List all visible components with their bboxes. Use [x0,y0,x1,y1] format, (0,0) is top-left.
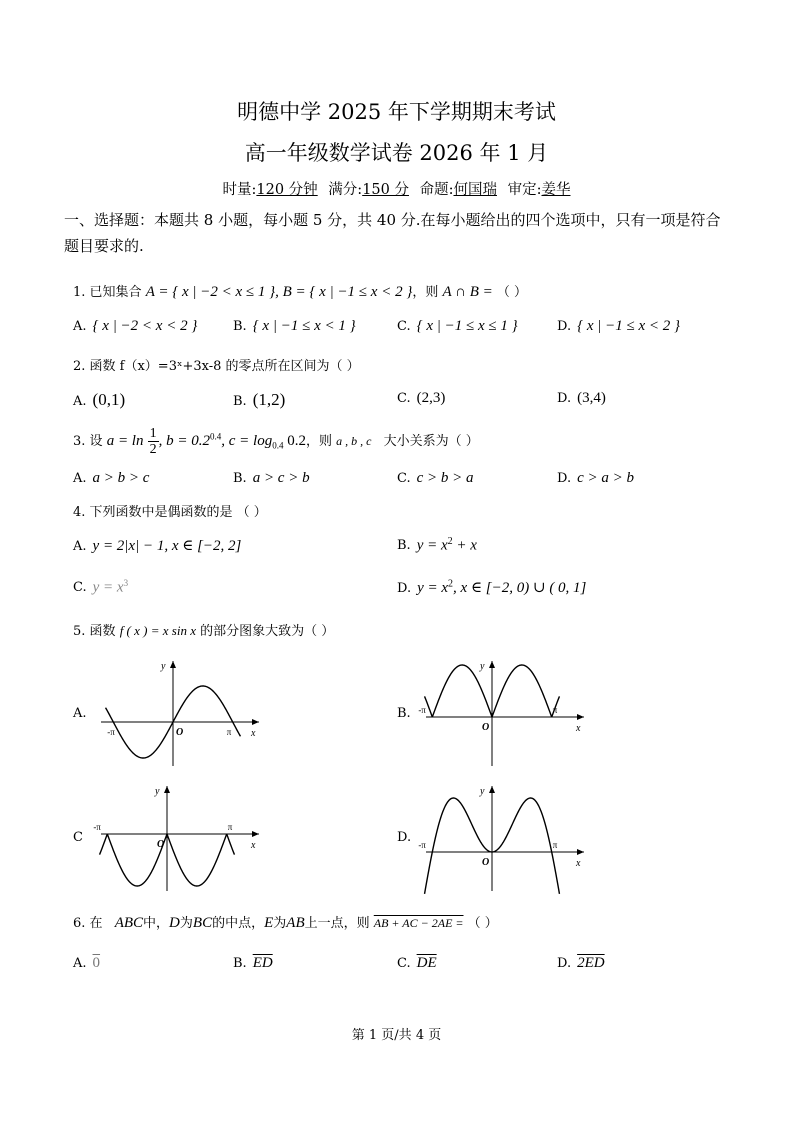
q5-b-x-label: x [576,723,581,734]
q4-option-a: A. y = 2|x| − 1, x ∈ [−2, 2] [73,538,242,554]
exam-meta [0,178,793,199]
q1-set-b: , B = { x | −1 ≤ x < 2 } [275,284,413,300]
q5-a-y-arrow [170,661,176,668]
author-value: 何国瑞 [453,182,497,198]
q5-a-neg-pi-label: -π [107,727,115,737]
page-footer: 第 1 页/共 4 页 [351,1028,442,1043]
q4-option-d: D. $y = x^2$, x ∈ [−2, 0) ∪ ( 0, 1] [397,578,587,596]
q5-c-pi-label: π [227,822,233,832]
q4-option-c: C. $y = x^3$ [73,578,129,596]
q3-option-c: C. c > b > a [397,470,474,486]
question-3: 3. 设 a = ln $\frac{1}{2}$ , $b = 0.2^{0.4}$, $c = \log_{0.4} 0.2$，则 a , b , c 大小关系为（ ） [73,426,479,457]
q5-d-pi-label: π [552,840,558,850]
question-5: 5. 函数 f ( x ) = x sin x 的部分图象大致为（ ） [73,623,335,639]
q2-option-b: B. (1,2) [233,390,286,409]
exam-title-grade: 高一年级数学试卷 2026 年 1 月 [244,141,549,165]
q6-option-b: B. $\overline{ED}$ [233,955,273,971]
q3-option-d: D. c > a > b [557,470,634,486]
q1-stem: 1. 已知集合 [73,285,142,300]
q5-b-pi-label: π [552,705,558,715]
author-label: 命题: [419,182,454,198]
q1-expression: A ∩ B = [442,284,493,300]
q5-c-x-arrow [252,831,259,837]
exam-title-school: 明德中学 2025 年下学期期末考试 [237,100,556,124]
q6-option-a: A. 0 [73,955,101,971]
q5-c-y-label: y [155,786,160,797]
time-label: 时量: [222,182,257,198]
q5-graph-label-c: C [73,830,83,845]
q5-c-neg-pi-label: -π [93,822,101,832]
q5-graph-b [420,655,590,770]
question-2: 2. 函数 f（x）=3ˣ+3x-8 的零点所在区间为（ ） [73,359,360,374]
section1-intro: 一、选择题：本题共 8 小题，每小题 5 分，共 40 分.在每小题给出的四个选项中，只有一项是符合题目要求的. [64,211,721,255]
q5-graph-c [95,780,265,895]
q5-a-y-label: y [161,661,166,672]
q5-graph-label-d: D. [397,830,412,845]
q5-d-y-arrow [489,786,495,793]
q3-a-expr: a = ln [106,433,144,449]
q5-a-pi-label: π [226,727,232,737]
q5-a-x-arrow [252,719,259,725]
q2-option-a: A. (0,1) [73,390,126,409]
time-value: 120 分钟 [256,182,318,198]
q5-c-origin-label: O [157,839,165,850]
q6-option-d: D. 2ED [557,955,605,971]
q6-vector-expression: AB + AC − 2AE = [373,916,464,930]
score-value: 150 分 [362,182,409,198]
q4-option-b: B. $y = x^2 + x$ [397,536,477,554]
q5-c-x-label: x [251,840,256,851]
reviewer-label: 审定: [507,182,542,198]
q2-option-c: C. (2,3) [397,390,446,406]
q1-option-d: D. { x | −1 ≤ x < 2 } [557,318,681,334]
q1-option-c: C. { x | −1 ≤ x ≤ 1 } [397,318,518,334]
question-1 [73,281,527,301]
q5-graph-label-a: A. [73,706,87,721]
q5-graph-a [95,655,265,770]
q5-graph-d [420,780,590,895]
q3-fraction: $\frac{1}{2}$ [149,426,157,457]
q1-set-a: A = { x | −2 < x ≤ 1 } [145,284,276,300]
q5-d-y-label: y [480,786,485,797]
q5-d-neg-pi-label: -π [418,840,426,850]
q5-b-x-arrow [577,714,584,720]
q5-b-neg-pi-label: -π [418,705,426,715]
reviewer-value: 姜华 [541,182,571,198]
q1-answer-blank: （ ） [496,285,528,300]
question-4: 4. 下列函数中是偶函数的是 （ ） [73,505,267,520]
q5-d-origin-label: O [482,857,490,868]
q5-function: f ( x ) = x sin x [119,623,196,638]
q5-b-origin-label: O [482,722,490,733]
q1-option-b: B. { x | −1 ≤ x < 1 } [233,318,356,334]
q2-option-d: D. (3,4) [557,390,606,406]
score-label: 满分: [328,182,363,198]
q5-d-x-arrow [577,849,584,855]
q5-a-x-label: x [251,728,256,739]
q3-option-a: A. a > b > c [73,470,150,486]
q5-a-origin-label: O [176,727,184,738]
q3-option-b: B. a > c > b [233,470,310,486]
q6-option-c: C. $\overline{DE}$ [397,955,437,971]
q5-b-y-label: y [480,661,485,672]
q5-c-y-arrow [164,786,170,793]
q5-d-x-label: x [576,858,581,869]
q5-graph-label-b: B. [397,706,411,721]
question-6: 6. 在 ABC中，D为BC的中点，E为AB上一点，则 AB + AC − 2AE = （ ） [73,915,498,931]
q1-option-a: A. { x | −2 < x < 2 } [73,318,198,334]
q5-b-y-arrow [489,661,495,668]
q1-mid: ，则 [412,285,439,300]
